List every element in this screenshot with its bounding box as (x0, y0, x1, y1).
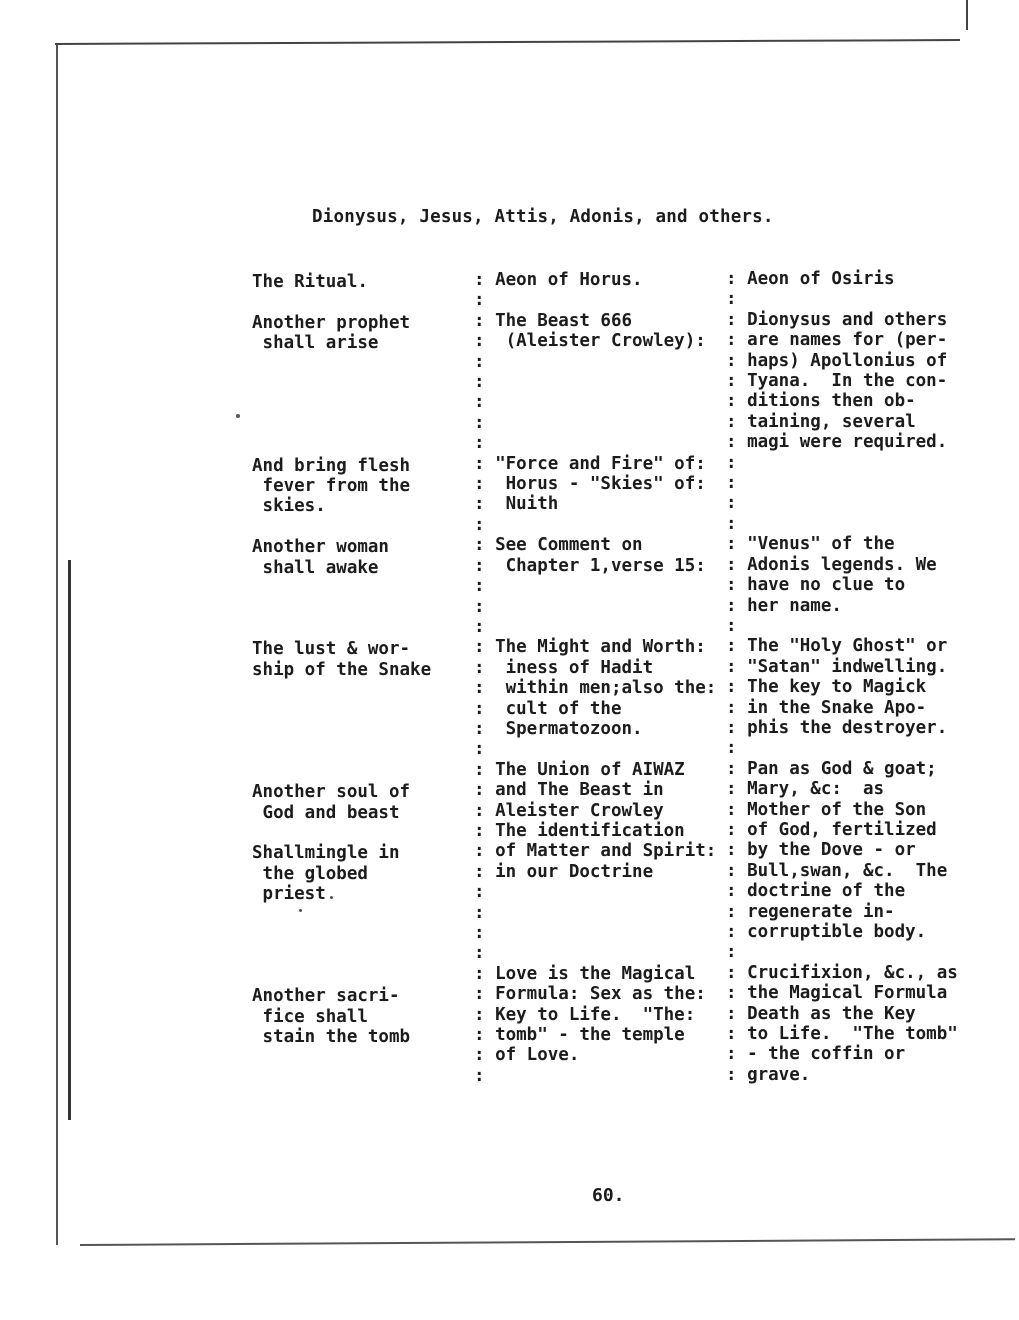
scan-speck (236, 414, 240, 418)
document-title: Dionysus, Jesus, Attis, Adonis, and others. (312, 207, 774, 227)
page-edge-right (966, 0, 968, 30)
ritual-column: The Ritual. Another prophet shall arise And bring flesh fever from the skies. Another woman shall awake The lust & wor- ship of the Snake Another soul of God and beast Shallmingle in the globed priest Another sacri- fice shall stain the tomb (252, 272, 432, 1048)
page-edge-left-inner (68, 560, 71, 1120)
page-edge-bottom (80, 1238, 1015, 1246)
page-number: 60. (592, 1185, 625, 1206)
page-edge-top (55, 39, 960, 45)
page-edge-left (56, 45, 58, 1245)
aeon-of-osiris-column: : Aeon of Osiris : : Dionysus and others : are names for (per- : haps) Apollonius of : Tyana. In the con- : ditions then ob- : taining, several : magi were required. : : : : : "Venus" of the : Adonis legends. We : have no clue to : her name. : : The "Holy Ghost" or : "Satan" indwelling. : The key to Magick : in the Snake Apo- : phis the destroyer. : : Pan as God & goat; : Mary, &c: as : Mother of the Son : of God, fertilized : by the Dove - or : Bull,swan, &c. The : doctrine of the : regenerate in- : corruptible body. : : Crucifixion, &c., as : the Magical Formula : Death as the Key : to Life. "The tomb" : - the coffin or : grave. (726, 269, 958, 1085)
aeon-of-horus-column: : Aeon of Horus. : : The Beast 666 : (Aleister Crowley): : : : : : : "Force and Fire" of: : Horus - "Skies" of: : Nuith : : See Comment on : Chapter 1,verse 15: : : : : The Might and Worth: : iness of Hadit : within men;also the: : cult of the : Spermatozoon. : : The Union of AIWAZ : and The Beast in : Aleister Crowley : The identification : of Matter and Spirit: : in our Doctrine : : : : : Love is the Magical : Formula: Sex as the: : Key to Life. "The: : tomb" - the temple : of Love. : (474, 270, 717, 1086)
